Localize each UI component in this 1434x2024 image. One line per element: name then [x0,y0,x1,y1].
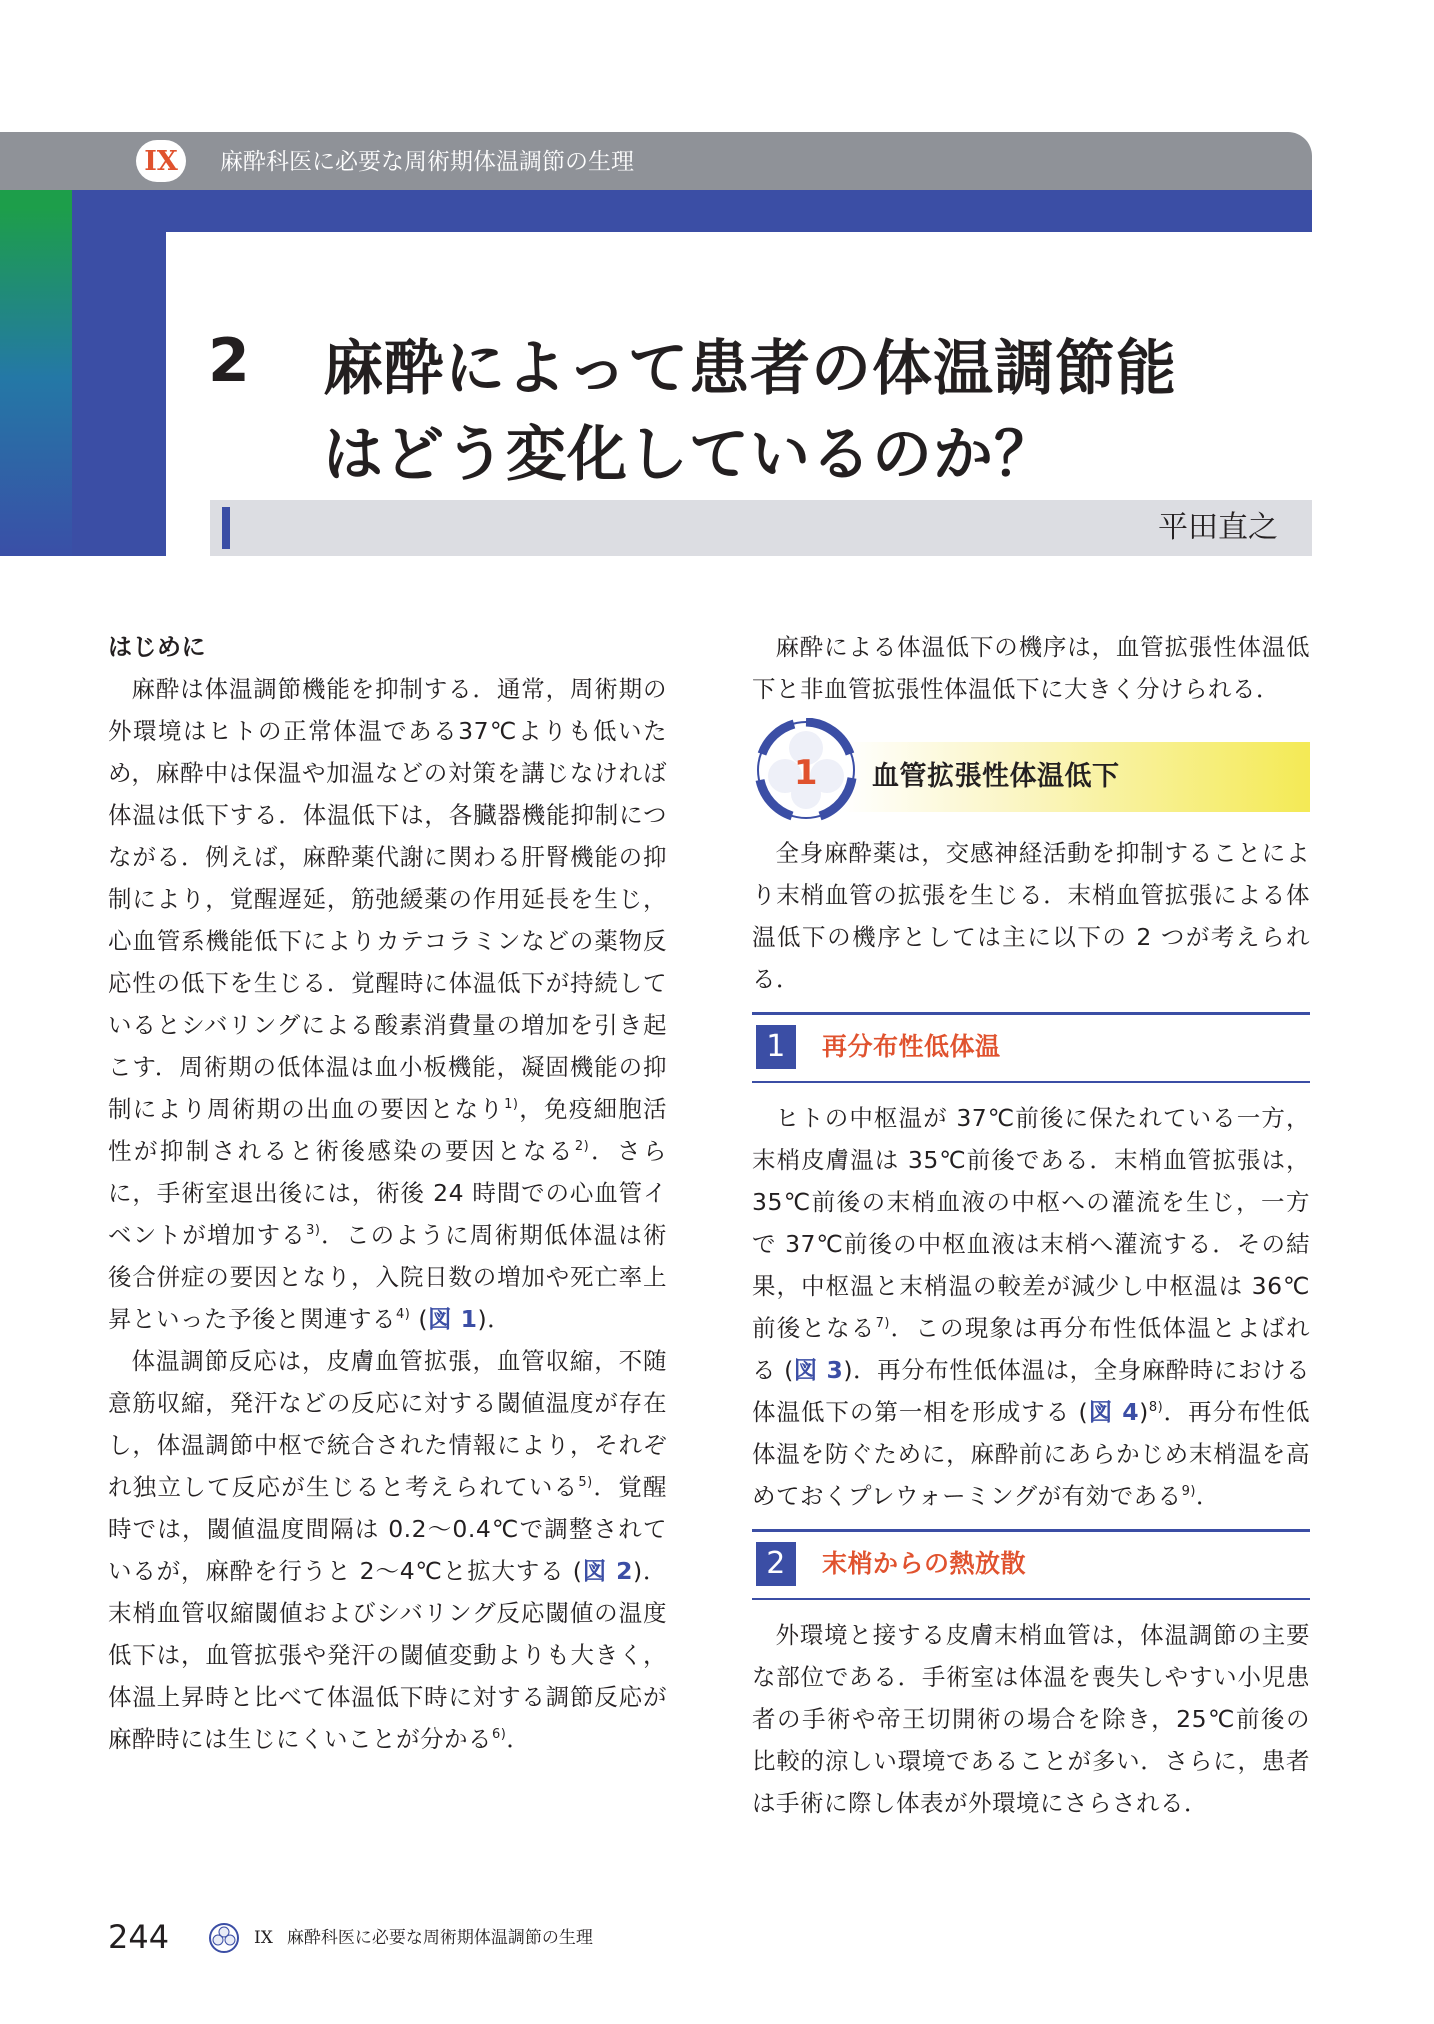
p1-text-5: ( [410,1305,428,1333]
chapter-emblem-icon [208,1922,240,1954]
ref-4: 4) [396,1307,411,1322]
p2-text-4: ． [506,1725,531,1753]
intro-paragraph-1 [108,668,667,1340]
section-1-heading [752,716,1310,824]
author-name: 平田直之 [1158,510,1278,545]
section-1-title: 血管拡張性体温低下 [872,761,1120,792]
subsection-2-heading [752,1529,1310,1600]
figure-2-link[interactable]: 図 2 [582,1557,633,1585]
article-title-line-2: はどう変化しているのか？ [323,420,1055,490]
ref-8: 8) [1148,1400,1164,1415]
p1-text-4: ．このように周術期低体温は術後合併症の要因となり，入院日数の増加や死亡率上昇といった予後と関連する [108,1221,668,1333]
ref-2: 2) [574,1139,590,1154]
ref-9: 9) [1181,1484,1196,1499]
article-title-line-1: 麻酔によって患者の体温調節能 [323,334,1177,404]
sub1-text-4: ) [1139,1398,1149,1426]
section-1-number: 1 [793,753,819,793]
article-title [323,326,1313,498]
author-band [210,500,1312,556]
footer-chapter-title: 麻酔科医に必要な周術期体温調節の生理 [286,1928,593,1948]
ref-7: 7) [875,1316,890,1331]
ref-3: 3) [306,1223,321,1238]
mechanism-intro: 麻酔による体温低下の機序は，血管拡張性体温低下と非血管拡張性体温低下に大きく分けられる． [752,633,1310,703]
p2-text-2: ．覚醒時では，閾値温度間隔は 0.2～0.4℃で調整されているが，麻酔を行うと 2～4℃と拡大する ( [108,1473,668,1585]
p1-text-2: ，免疫細胞活性が抑制されると術後感染の要因となる [108,1095,668,1165]
footer-chapter-badge: IX [254,1928,273,1948]
section-1-paragraph: 全身麻酔薬は，交感神経活動を抑制することにより末梢血管の拡張を生じる．末梢血管拡張による体温低下の機序としては主に以下の 2 つが考えられる． [752,839,1310,993]
p2-text-1: 体温調節反応は，皮膚血管拡張，血管収縮，不随意筋収縮，発汗などの反応に対する閾値温度が存在し，体温調節中枢で統合された情報により，それぞれ独立して反応が生じると考えられている [108,1347,667,1501]
chapter-title: 麻酔科医に必要な周術期体温調節の生理 [220,149,634,175]
p2-text-3: )．末梢血管収縮閾値およびシバリング反応閾値の温度低下は，血管拡張や発汗の閾値変動よりも大きく，体温上昇時と比べて体温低下時に対する調節反応が麻酔時には生じにくいことが分かる [108,1557,667,1753]
sub1-text-5: ．再分布性低体温を防ぐために，麻酔前にあらかじめ末梢温を高めておくプレウォーミングが有効である [752,1398,1311,1510]
ref-5: 5) [578,1475,593,1490]
sub1-text-3: )．再分布性低体温は，全身麻酔時における体温低下の第一相を形成する ( [752,1356,1310,1426]
section-heading-intro: はじめに [108,633,206,661]
subsection-2-title: 末梢からの熱放散 [822,1549,1027,1578]
figure-3-link[interactable]: 図 3 [793,1356,844,1384]
p1-text-3: ．さらに，手術室退出後には，術後 24 時間での心血管イベントが増加する [108,1137,668,1249]
sub1-text-1: ヒトの中枢温が 37℃前後に保たれている一方，末梢皮膚温は 35℃前後である．末梢血管拡張は，35℃前後の末梢血液の中枢への灌流を生じ，一方で 37℃前後の中枢血液は末梢へ灌流する．その結果，中枢温と末梢温の較差が減少し中枢温は 36℃前後となる [752,1104,1310,1342]
section-number-badge-icon [754,718,858,822]
subsection-1-title: 再分布性低体温 [822,1032,1001,1061]
footer-chapter [254,1925,593,1951]
ref-6: 6) [492,1727,507,1742]
p1-text-6: )． [477,1305,512,1333]
subsection-2-number: 2 [756,1542,796,1586]
subsection-1-number: 1 [756,1025,796,1069]
subsection-1-paragraph [752,1097,1310,1517]
ref-1: 1) [504,1097,519,1112]
article-number: 2 [208,326,250,396]
sub1-text-2: ．この現象は再分布性低体温とよばれる ( [752,1314,1311,1384]
chapter-badge: IX [136,140,186,182]
title-frame-left [72,190,166,556]
left-column [108,626,667,1760]
intro-paragraph-2 [108,1340,667,1760]
author-marker [222,507,230,549]
subsection-2-paragraph: 外環境と接する皮膚末梢血管は，体温調節の主要な部位である．手術室は体温を喪失しやすい小児患者の手術や帝王切開術の場合を除き，25℃前後の比較的涼しい環境であることが多い．さらに，患者は手術に際し体表が外環境にさらされる． [752,1621,1310,1817]
sub1-text-6: ． [1196,1482,1220,1510]
figure-1-link[interactable]: 図 1 [427,1305,478,1333]
title-frame-top [72,190,1312,232]
p1-text-1: 麻酔は体温調節機能を抑制する．通常，周術期の外環境はヒトの正常体温である37℃よりも低いため，麻酔中は保温や加温などの対策を講じなければ体温は低下する．体温低下は，各臓器機能抑制につながる．例えば，麻酔薬代謝に関わる肝腎機能の抑制により，覚醒遅延，筋弛緩薬の作用延長を生じ，心血管系機能低下によりカテコラミンなどの薬物反応性の低下を生じる．覚醒時に体温低下が持続しているとシバリングによる酸素消費量の増加を引き起こす．周術期の低体温は血小板機能，凝固機能の抑制により周術期の出血の要因となり [108,675,667,1123]
page-number: 244 [108,1918,170,1956]
right-column [752,626,1310,1824]
figure-4-link[interactable]: 図 4 [1088,1398,1140,1426]
chapter-header-bar [0,132,1312,190]
subsection-1-heading [752,1012,1310,1083]
